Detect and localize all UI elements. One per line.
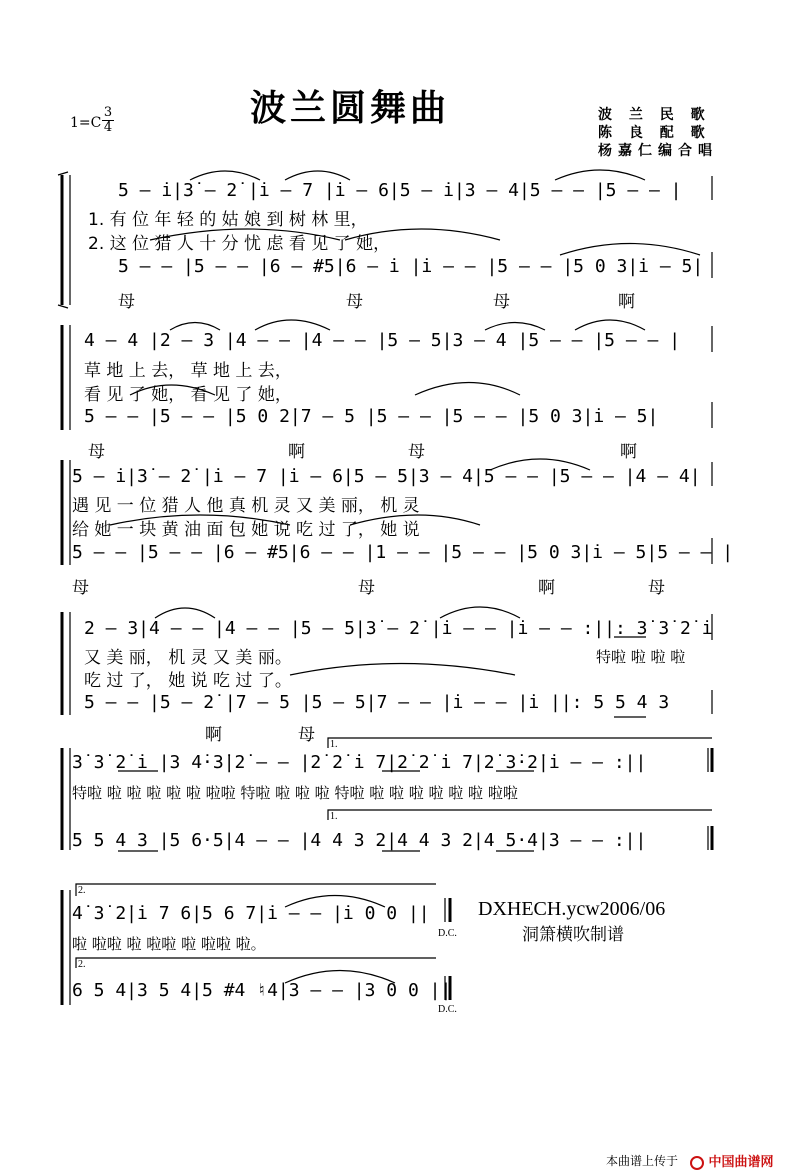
system1-lower-notes: 5 – – |5 – – |6 – #5|6 – i̇ |i̇ – – |5 – – |5 0 3|i̇ – 5| — [118, 256, 704, 277]
volta-1-label-lower: 1. — [330, 811, 338, 822]
system3-lower-notes: 5 – – |5 – – |6 – #5|6 – – |1 – – |5 – – |5 0 3|i̇ – 5|5 – – | — [72, 542, 734, 563]
system3-lower-lyric: 母 — [72, 578, 89, 598]
system3-upper-notes: 5 – i̇|3̇ – 2̇ |i̇ – 7 |i̇ – 6|5 – 5|3 – 4|5 – – |5 – – |4 – 4| — [72, 466, 701, 487]
dc-marking: D.C. — [438, 928, 457, 939]
system2-lower-notes: 5 – – |5 – – |5 0 2̇|7 – 5 |5 – – |5 – – |5 0 3|i̇ – 5| — [84, 406, 659, 427]
system3-lyric-verse1: 遇 见 一 位 猎 人 他 真 机 灵 又 美 丽， 机 灵 — [72, 496, 420, 516]
time-signature: $\frac{3}{4}$ — [103, 105, 113, 135]
system4-refrain-lyric: 特啦 啦 啦 啦 — [596, 648, 686, 666]
system1-upper-notes: 5 – i̇|3̇ – 2̇ |i̇ – 7 |i̇ – 6|5 – i̇|3 – 4|5 – – |5 – – | — [118, 180, 682, 201]
system6-lower-notes: 6 5 4|3 5 4|5 #4 ♮4|3 – – |3 0 0 || — [72, 980, 452, 1001]
credit-line: 波 兰 民 歌 — [598, 107, 711, 123]
system3-lower-lyric: 母 — [648, 578, 665, 598]
system4-lower-notes: 5 – – |5 – 2̇ |7 – 5 |5 – 5|7 – – |i̇ – – |i̇ ||: 5 5 4 3 — [84, 692, 670, 713]
credit-line: 陈 良 配 歌 — [598, 125, 711, 141]
system1-lower-lyric: 母 — [493, 292, 510, 312]
system6-lyric: 啦 啦啦 啦 啦啦 啦 啦啦 啦。 — [72, 935, 266, 953]
system1-lower-lyric: 母 — [346, 292, 363, 312]
system2-upper-notes: 4 – 4 |2 – 3 |4 – – |4 – – |5 – 5|3 – 4 |5 – – |5 – – | — [84, 330, 681, 351]
song-title: 波兰圆舞曲 — [250, 88, 451, 129]
footer-text: 本曲谱上传于 — [606, 1154, 679, 1168]
system1-lower-lyric: 母 — [118, 292, 135, 312]
system4-lower-lyric: 母 — [298, 725, 315, 745]
system2-lyric-verse1: 草 地 上 去， 草 地 上 去， — [84, 361, 292, 381]
system3-lyric-verse2: 给 她 一 块 黄 油 面 包 她 说 吃 过 了， 她 说 — [72, 520, 420, 540]
transcriber-note: 洞箫横吹制谱 — [522, 925, 624, 945]
system5-lower-notes: 5 5 4 3 |5 6·5|4 – – |4 4 3 2|4 4 3 2|4 5·4|3 – – :|| — [72, 830, 647, 851]
system2-lower-lyric: 啊 — [620, 442, 637, 462]
system2-lower-lyric: 母 — [88, 442, 105, 462]
system3-lower-lyric: 啊 — [538, 578, 555, 598]
system1-lower-lyric: 啊 — [618, 292, 635, 312]
system2-lyric-verse2: 看 见 了 她， 看 见 了 她， — [84, 385, 292, 405]
system4-lower-lyric: 啊 — [205, 725, 222, 745]
site-logo[interactable] — [690, 1151, 774, 1170]
key-signature: 1=C — [70, 115, 102, 131]
volta-2-label-lower: 2. — [78, 959, 86, 970]
system2-lower-lyric: 啊 — [288, 442, 305, 462]
system4-lyric-verse2: 吃 过 了， 她 说 吃 过 了。 — [84, 671, 292, 691]
system4-lyric-verse1: 又 美 丽， 机 灵 又 美 丽。 — [84, 648, 292, 668]
system1-lyric-verse2: 2. 这 位 猎 人 十 分 忧 虑 看 见 了 她， — [88, 234, 391, 254]
system5-upper-notes: 3̇ 3̇ 2̇ i̇ |3 4̇·3̇|2̇ – – |2̇ 2̇ i̇ 7|2̇ 2̇ i̇ 7|2̇ 3̇·2̇|i̇ – – :|| — [72, 752, 647, 773]
credits — [598, 106, 718, 160]
system2-lower-lyric: 母 — [408, 442, 425, 462]
volta-2-label: 2. — [78, 885, 86, 896]
volta-1-label: 1. — [330, 739, 338, 750]
system6-upper-notes: 4̇ 3̇ 2̇|i̇ 7 6|5 6 7|i̇ – – |i̇ 0 0 || — [72, 903, 430, 924]
logo-icon — [690, 1156, 704, 1170]
transcriber-code: DXHECH.ycw2006/06 — [478, 898, 666, 920]
dc-marking-lower: D.C. — [438, 1004, 457, 1015]
system3-lower-lyric: 母 — [358, 578, 375, 598]
system1-lyric-verse1: 1. 有 位 年 轻 的 姑 娘 到 树 林 里， — [88, 210, 368, 230]
site-name: 中国曲谱网 — [708, 1155, 774, 1170]
system5-lyric: 特啦 啦 啦 啦 啦 啦 啦啦 特啦 啦 啦 啦 特啦 啦 啦 啦 啦 啦 啦 啦啦 — [72, 784, 518, 802]
credit-line: 杨嘉仁编合唱 — [598, 143, 718, 159]
system4-upper-notes: 2 – 3|4 – – |4 – – |5 – 5|3̇ – 2̇ |i̇ – – |i̇ – – :||: 3̇ 3̇ 2̇ i̇ — [84, 618, 713, 639]
